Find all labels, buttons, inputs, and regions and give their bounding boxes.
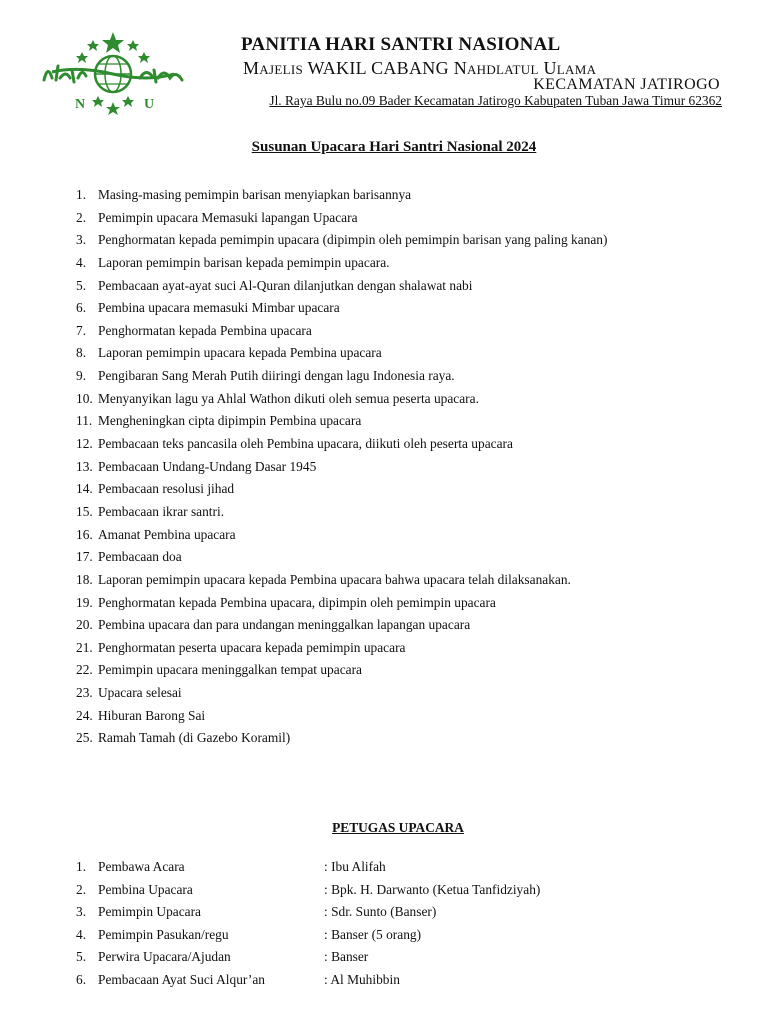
agenda-item-text: Pembacaan doa [98,549,182,565]
officer-name: : Banser [324,949,369,965]
agenda-item-number: 9. [76,368,87,384]
agenda-item-number: 1. [76,187,87,202]
officer-number: 2. [76,881,87,897]
agenda-item-text: Upacara selesai [98,685,182,701]
agenda-item [76,546,607,569]
officer-number: 4. [76,926,87,942]
agenda-item-number: 18. [76,571,93,587]
logo-letter-n: N [75,97,86,112]
agenda-item-number: 10. [76,390,93,406]
agenda-item-text: Penghormatan kepada Pembina upacara, dipimpin oleh pemimpin upacara [98,594,496,610]
agenda-item [76,524,607,547]
agenda-item [76,388,607,411]
agenda-item [76,592,607,615]
agenda-item-text: Pembacaan teks pancasila oleh Pembina upacara, diikuti oleh peserta upacara [98,436,513,452]
officer-item [76,879,540,902]
agenda-item [76,682,607,705]
agenda-item-number: 17. [76,549,93,565]
officer-item [76,924,540,947]
agenda-item [76,252,607,275]
agenda-list [76,184,607,750]
agenda-item [76,229,607,252]
officer-name: : Bpk. H. Darwanto (Ketua Tanfidziyah) [324,881,541,897]
agenda-item-number: 21. [76,639,93,655]
agenda-item-number: 8. [76,345,87,361]
officer-number: 1. [76,859,87,874]
officer-name: : Ibu Alifah [324,859,386,874]
agenda-item-number: 20. [76,617,93,633]
agenda-item-text: Pemimpin upacara meninggalkan tempat upacara [98,662,362,678]
officer-item [76,901,540,924]
agenda-item-text: Amanat Pembina upacara [98,526,236,542]
agenda-item-text: Pembina upacara dan para undangan meninggalkan lapangan upacara [98,617,471,633]
agenda-item [76,365,607,388]
agenda-item-number: 15. [76,503,93,519]
agenda-item-number: 3. [76,232,87,248]
officer-item [76,946,540,969]
officer-number: 5. [76,949,87,965]
agenda-item-number: 14. [76,481,93,497]
agenda-item [76,727,607,750]
officer-role: Pembacaan Ayat Suci Alqur’an [98,971,265,987]
agenda-item-number: 16. [76,526,93,542]
agenda-item-text: Laporan pemimpin upacara kepada Pembina upacara [98,345,382,361]
agenda-item-text: Penghormatan kepada pemimpin upacara (dipimpin oleh pemimpin barisan yang paling kanan) [98,232,608,248]
header-district: KECAMATAN JATIROGO [533,76,720,93]
agenda-item-text: Pembacaan ayat-ayat suci Al-Quran dilanjutkan dengan shalawat nabi [98,277,473,293]
officer-item [76,969,540,992]
agenda-item [76,320,607,343]
officer-name: : Banser (5 orang) [324,926,422,942]
agenda-item-number: 11. [76,413,93,429]
agenda-item-text: Pengibaran Sang Merah Putih diiringi dengan lagu Indonesia raya. [98,368,455,384]
agenda-title: Susunan Upacara Hari Santri Nasional 2024 [251,139,537,155]
officer-name: : Al Muhibbin [324,971,400,987]
agenda-item [76,297,607,320]
header-address: Jl. Raya Bulu no.09 Bader Kecamatan Jatirogo Kabupaten Tuban Jawa Timur 62362 [269,93,722,108]
agenda-item-text: Menyanyikan lagu ya Ahlal Wathon dikuti oleh semua peserta upacara. [98,390,479,406]
agenda-item [76,433,607,456]
agenda-item [76,207,607,230]
agenda-item-number: 6. [76,300,87,316]
agenda-item-text: Penghormatan kepada Pembina upacara [98,322,312,338]
agenda-item-text: Hiburan Barong Sai [98,707,206,723]
header-committee-title: PANITIA HARI SANTRI NASIONAL [241,34,561,55]
agenda-item [76,501,607,524]
agenda-item-text: Pemimpin upacara Memasuki lapangan Upacara [98,209,358,225]
agenda-item-number: 12. [76,436,93,452]
agenda-item-text: Pembacaan Undang-Undang Dasar 1945 [98,458,317,474]
logo-letter-u: U [144,97,155,112]
officers-list [76,856,540,992]
agenda-item [76,614,607,637]
officer-number: 3. [76,904,87,920]
officer-role: Pembina Upacara [98,881,193,897]
agenda-item-number: 25. [76,730,93,746]
agenda-item-text: Laporan pemimpin upacara kepada Pembina upacara bahwa upacara telah dilaksanakan. [98,571,571,587]
officer-number: 6. [76,971,87,987]
agenda-item-number: 23. [76,685,93,701]
agenda-item-number: 19. [76,594,93,610]
agenda-item-text: Pembina upacara memasuki Mimbar upacara [98,300,340,316]
agenda-item [76,659,607,682]
agenda-item-number: 24. [76,707,93,723]
agenda-item-text: Ramah Tamah (di Gazebo Koramil) [98,730,291,746]
officer-role: Pemimpin Pasukan/regu [98,926,229,942]
agenda-item [76,637,607,660]
officer-name: : Sdr. Sunto (Banser) [324,904,437,920]
agenda-item-text: Pembacaan resolusi jihad [98,481,235,497]
agenda-item-number: 5. [76,277,87,293]
agenda-item-number: 7. [76,322,87,338]
officers-title: PETUGAS UPACARA [332,820,464,835]
agenda-item [76,456,607,479]
officer-role: Pembawa Acara [98,859,185,874]
agenda-item-number: 22. [76,662,93,678]
agenda-item-text: Pembacaan ikrar santri. [98,503,225,519]
agenda-item [76,569,607,592]
officer-role: Pemimpin Upacara [98,904,201,920]
agenda-item-number: 13. [76,458,93,474]
agenda-item-text: Masing-masing pemimpin barisan menyiapkan barisannya [98,187,412,202]
agenda-item-text: Laporan pemimpin barisan kepada pemimpin upacara. [98,254,390,270]
officer-role: Perwira Upacara/Ajudan [98,949,231,965]
agenda-item [76,478,607,501]
agenda-item-text: Mengheningkan cipta dipimpin Pembina upacara [98,413,362,429]
agenda-item [76,184,607,207]
agenda-item [76,410,607,433]
agenda-item [76,275,607,298]
header-organization: Majelis WAKIL CABANG Nahdlatul Ulama [243,58,597,78]
agenda-item [76,342,607,365]
agenda-item [76,705,607,728]
nahdlatul-ulama-logo-icon [38,30,188,120]
officer-item [76,856,540,879]
agenda-item-number: 2. [76,209,87,225]
agenda-item-text: Penghormatan peserta upacara kepada pemimpin upacara [98,639,406,655]
agenda-item-number: 4. [76,254,87,270]
